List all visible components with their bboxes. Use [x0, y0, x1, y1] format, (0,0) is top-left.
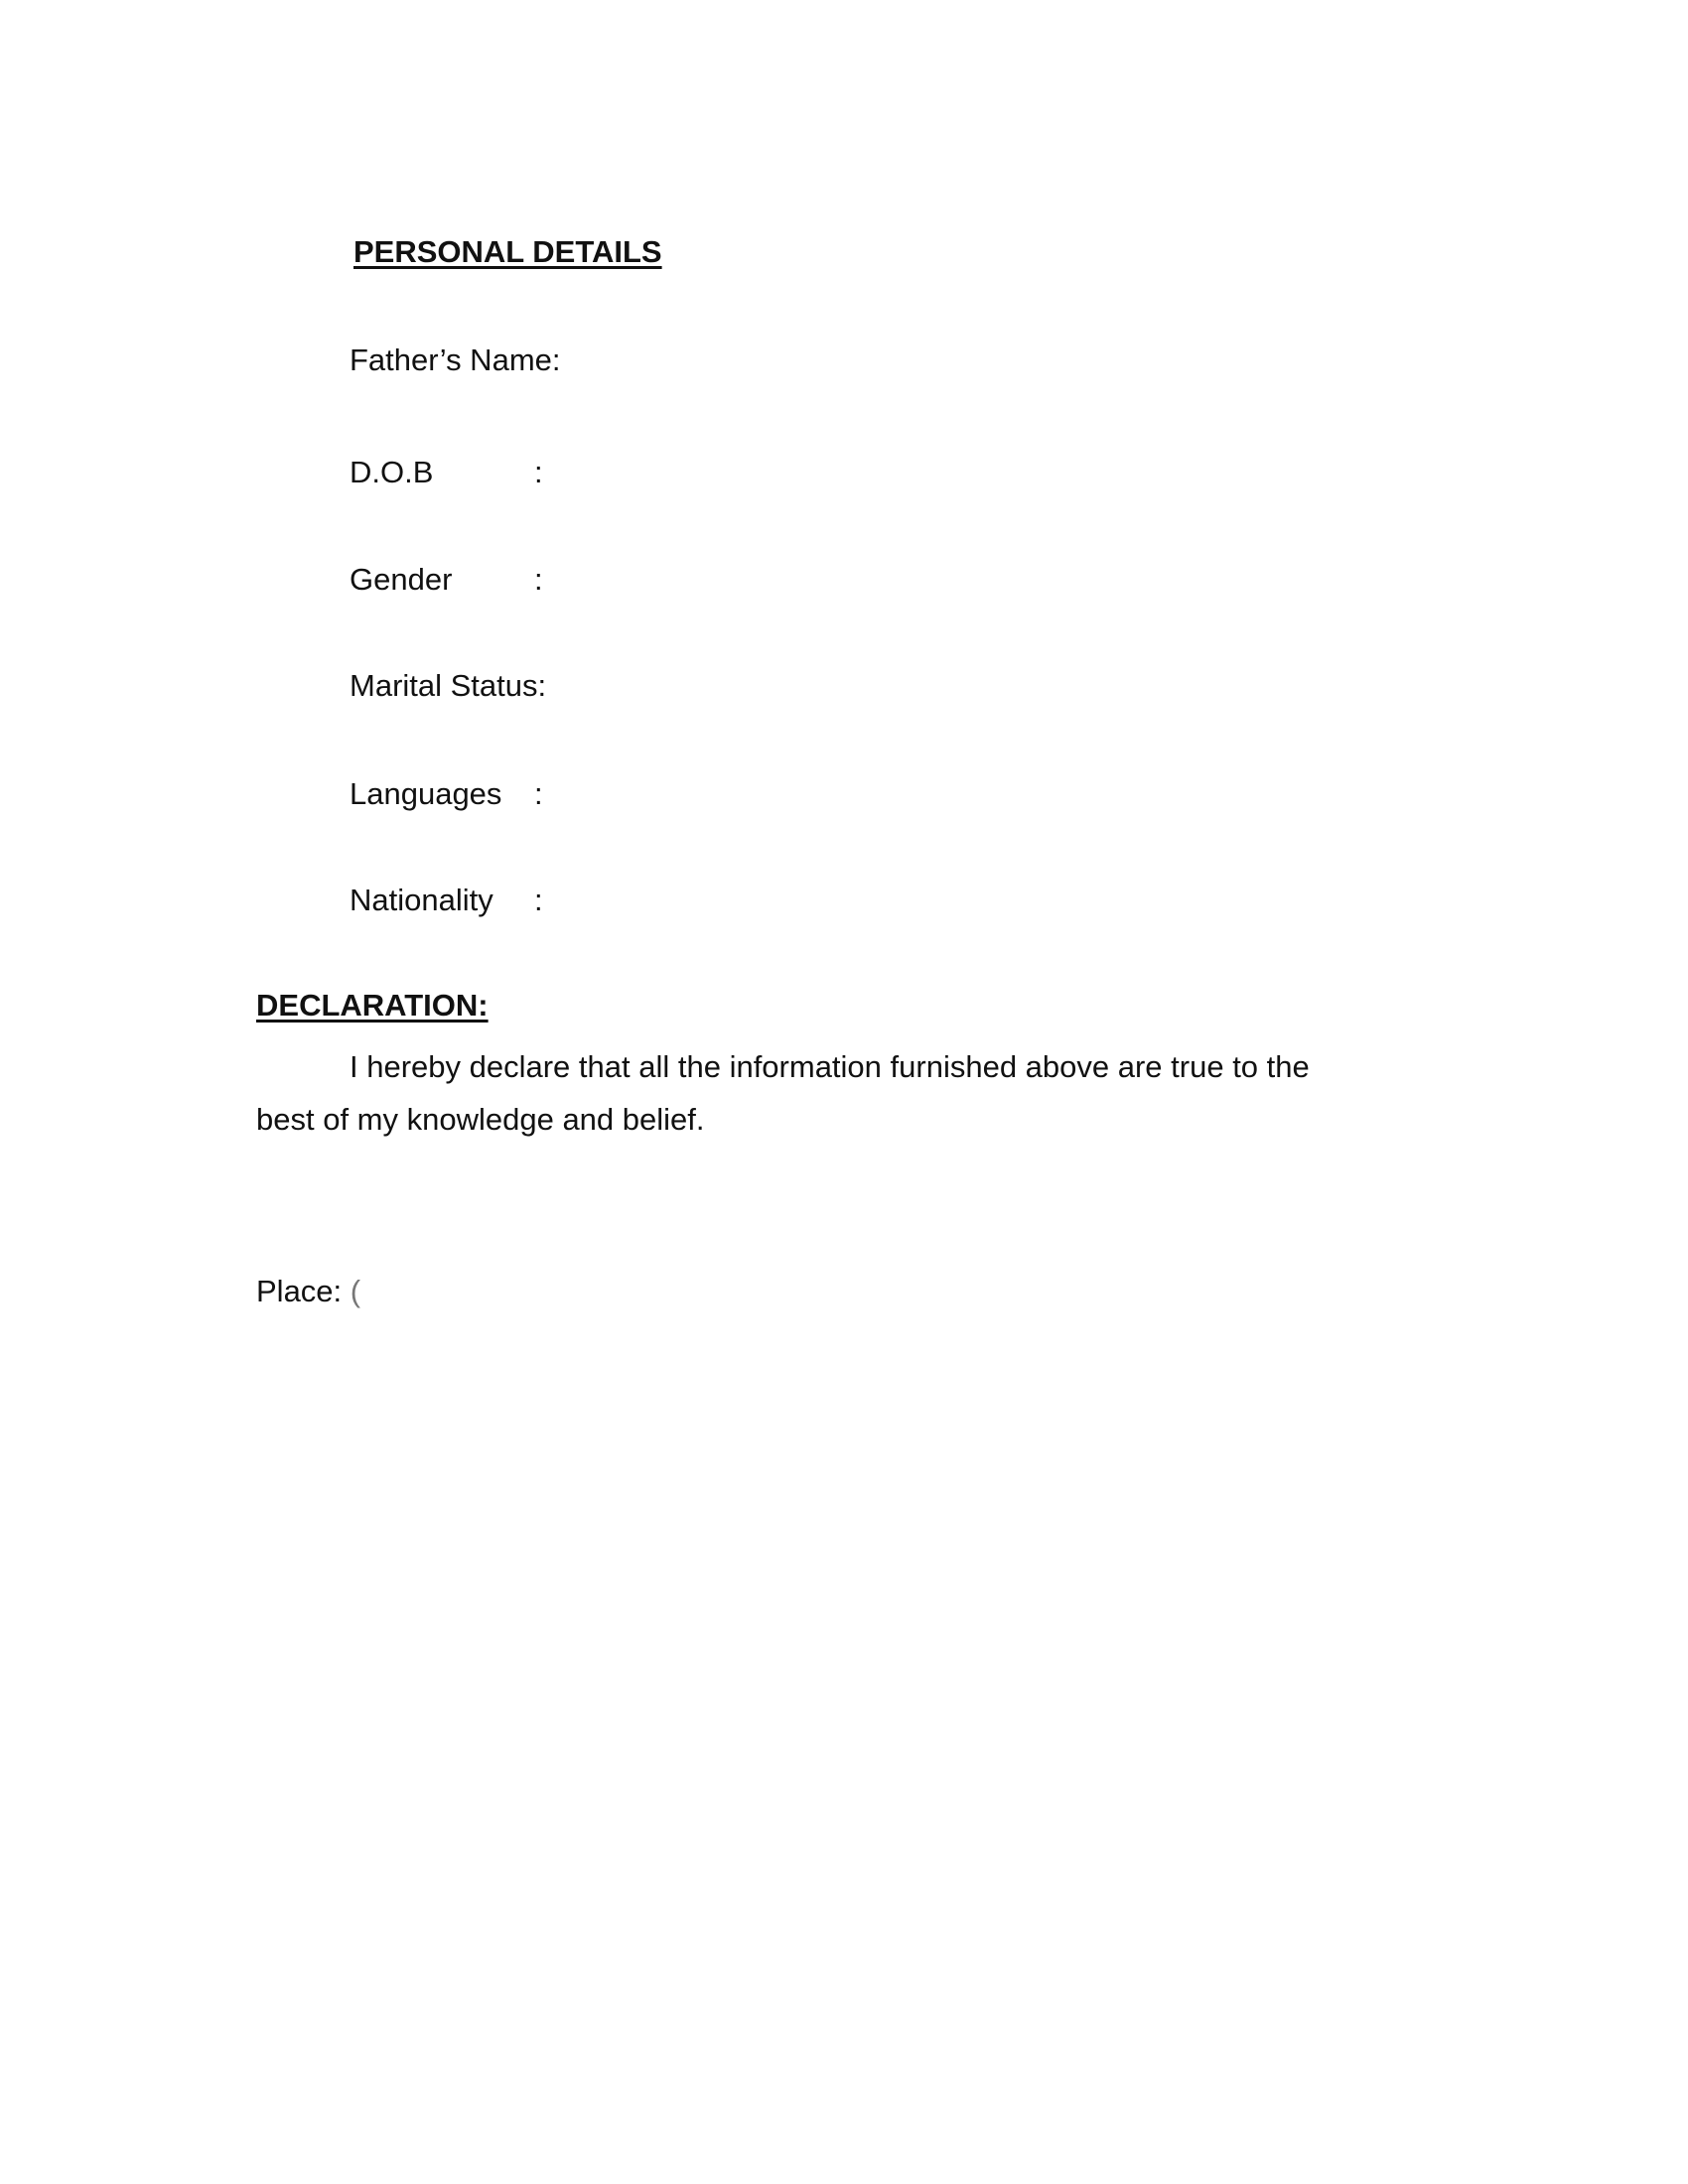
personal-details-heading: PERSONAL DETAILS — [353, 234, 662, 269]
gender-label: Gender — [350, 562, 453, 597]
nationality-label: Nationality — [350, 883, 493, 917]
place-label: Place: — [256, 1274, 343, 1308]
declaration-line-1: I hereby declare that all the information furnished above are true to the — [350, 1049, 1310, 1084]
languages-row — [350, 776, 543, 812]
gender-row — [350, 562, 543, 598]
languages-colon: : — [534, 776, 543, 811]
declaration-text — [256, 1040, 1358, 1146]
marital-status-row — [350, 668, 546, 704]
declaration-heading: DECLARATION: — [256, 988, 489, 1023]
declaration-line-2: best of my knowledge and belief. — [256, 1102, 705, 1137]
dob-label: D.O.B — [350, 455, 434, 489]
marital-status-label: Marital Status: — [350, 668, 547, 703]
father-name-row — [350, 342, 561, 378]
languages-label: Languages — [350, 776, 502, 811]
gender-colon: : — [534, 562, 543, 597]
father-name-label: Father’s Name: — [350, 342, 561, 377]
place-row — [256, 1274, 361, 1309]
dob-row — [350, 455, 543, 490]
nationality-colon: : — [534, 883, 543, 917]
dob-colon: : — [534, 455, 543, 489]
nationality-row — [350, 883, 543, 918]
place-value-fragment: ( — [350, 1274, 361, 1308]
